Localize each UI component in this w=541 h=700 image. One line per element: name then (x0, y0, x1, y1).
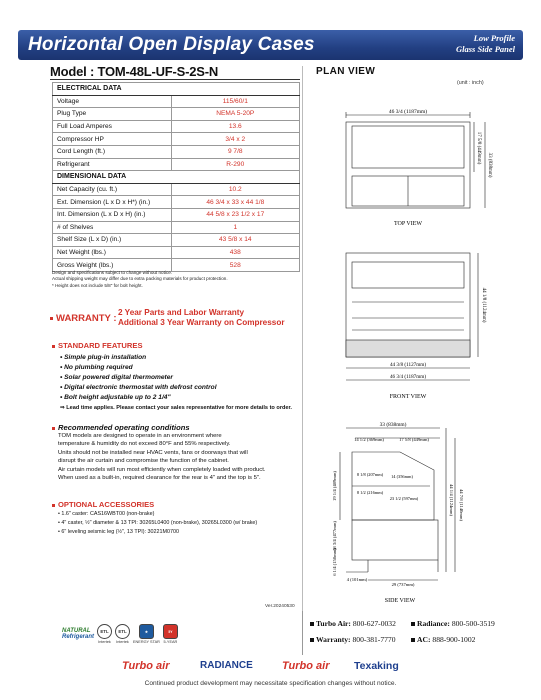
warranty-line2: Additional 3 Year Warranty on Compressor (118, 318, 285, 327)
standard-features-title: STANDARD FEATURES (52, 341, 143, 350)
warranty-label: WARRANTY : (50, 313, 117, 324)
side-h4: 44 1/4 (1124mm) (449, 484, 454, 516)
spec-label: # of Shelves (53, 221, 172, 234)
spec-label: Int. Dimension (L x D x H) (in.) (53, 208, 172, 221)
subtitle-line1: Low Profile (473, 33, 515, 43)
plan-view-title: PLAN VIEW (316, 66, 376, 77)
spec-label: Full Load Amperes (53, 120, 172, 133)
spec-value: 3/4 x 2 (171, 133, 299, 146)
side-h5: 44 7/8 (1140mm) (459, 489, 464, 521)
accessory-item: • 4" caster, ½" diameter & 13 TPI: 30265L0400 (non-brake), 30265L0300 (w/ brake) (58, 519, 258, 526)
spec-label: Ext. Dimension (L x D x H*) (in.) (53, 196, 172, 209)
side-d5: 8 1/2 (216mm) (356, 490, 384, 495)
version-label: Ver.20240530 (265, 604, 295, 609)
spec-label: Net Capacity (cu. ft.) (53, 183, 172, 196)
square-icon (411, 622, 415, 626)
side-d3: 8 1/8 (207mm) (356, 472, 384, 477)
spec-value: 46 3/4 x 33 x 44 1/8 (171, 196, 299, 209)
spec-value: R-290 (171, 158, 299, 171)
side-view-label: SIDE VIEW (384, 598, 416, 604)
recommended-line: TOM models are designed to operate in an environment where (58, 433, 222, 439)
front-outer-width: 46 3/4 (1187mm) (389, 374, 427, 380)
recommended-line: Units should not be installed near HVAC vents, fans or doorways that will (58, 449, 248, 456)
front-view-drawing (346, 253, 478, 380)
spec-label: Compressor HP (53, 133, 172, 146)
spec-label: Gross Weight (lbs.) (53, 259, 172, 272)
top-inner-dim: 17 5/8 (449mm) (476, 131, 481, 165)
etl-icon: ETL (115, 624, 130, 639)
top-view-drawing (346, 112, 485, 208)
spec-label: Net Weight (lbs.) (53, 246, 172, 259)
contact-radiance: Radiance: 800-500-3519 (411, 619, 495, 628)
top-depth-dim: 33 (838mm) (487, 152, 492, 178)
spec-value: NEMA 5-20P (171, 108, 299, 121)
side-h2: 18 3/4 (477mm) (332, 521, 337, 551)
natural-refrigerant-badge: NATURAL Refrigerant (62, 627, 95, 640)
note-line: Actual shipping weight may differ due to extra packing materials for product protection. (52, 276, 228, 282)
spec-value: 9 7/8 (171, 145, 299, 158)
side-h3: 6 1/4 (158mm) (332, 548, 337, 576)
accessory-item: • 6" leveling seismic leg (½", 13 TPI): 30221M0700 (58, 528, 179, 535)
square-icon (411, 638, 415, 642)
front-view-label: FRONT VIEW (389, 394, 427, 400)
lead-time-note: ⇒ Lead time applies. Please contact your sales representative for more details to order. (60, 405, 292, 411)
contact-divider (302, 611, 303, 655)
front-inner-width: 44 3/8 (1127mm) (389, 362, 427, 368)
spec-label: Voltage (53, 95, 172, 108)
etl-icon: ETL (97, 624, 112, 639)
square-icon (310, 638, 314, 642)
warranty-icon: 5Y (163, 624, 178, 639)
side-b2: 29 (737mm) (391, 582, 415, 587)
contact-turboair: Turbo Air: 800-627-0032 (310, 619, 396, 628)
feature-item: • Simple plug-in installation (60, 354, 147, 361)
spec-label: Refrigerant (53, 158, 172, 171)
feature-item: • No plumbing required (60, 364, 133, 371)
turboair-logo: Turbo air (122, 660, 170, 672)
side-d1: 14 1/2 (369mm) (354, 437, 384, 442)
spec-value: 438 (171, 246, 299, 259)
etl-sanitation-badge: ETL Intertek (97, 624, 112, 644)
contact-ac: AC: 888-900-1002 (411, 635, 475, 644)
note-line: * Height does not include 5/8" for bolt height. (52, 282, 143, 288)
recommended-line: temperature & humidity do not exceed 80°F and 55% respectively. (58, 441, 231, 448)
recommended-title: Recommended operating conditions (52, 423, 190, 432)
spec-label: Plug Type (53, 108, 172, 121)
recommended-line: When used as a built-in, required clearance for the rear is 4" and the top is 5". (58, 475, 261, 482)
recommended-line: disrupt the air curtain and compromise the function of the cabinet. (58, 458, 229, 465)
page-title: Horizontal Open Display Cases (28, 34, 315, 55)
feature-item: • Digital electronic thermostat with defrost control (60, 384, 217, 391)
etl-badge: ETL Intertek (115, 624, 130, 644)
spec-value: 115/60/1 (171, 95, 299, 108)
square-icon (310, 622, 314, 626)
electrical-heading: ELECTRICAL DATA (53, 83, 300, 96)
dimensional-heading: DIMENSIONAL DATA (53, 171, 300, 184)
feature-item: • Bolt height adjustable up to 2 1/4" (60, 394, 171, 401)
side-d2: 17 5/8 (449mm) (399, 437, 429, 442)
energy-star-icon: ★ (139, 624, 154, 639)
side-h1: 19 1/4 (489mm) (332, 471, 337, 501)
side-b1: 4 (101mm) (346, 577, 368, 582)
model-number: Model : TOM-48L-UF-S-2S-N (50, 64, 219, 79)
spec-label: Shelf Size (L x D) (in.) (53, 234, 172, 247)
side-d4: 14 (356mm) (391, 474, 413, 479)
spec-value: 528 (171, 259, 299, 272)
front-height-dim: 44 1/8 (1124mm) (481, 287, 486, 323)
spec-value: 44 5/8 x 23 1/2 x 17 (171, 208, 299, 221)
feature-item: • Solar powered digital thermometer (60, 374, 173, 381)
note-line: Design and specifications subject to change without notice. (52, 270, 173, 275)
accessories-title: OPTIONAL ACCESSORIES (52, 500, 154, 509)
subtitle-line2: Glass Side Panel (455, 44, 515, 54)
footer-disclaimer: Continued product development may necessitate specification changes without notice. (144, 680, 397, 687)
warranty-line1: 2 Year Parts and Labor Warranty (118, 308, 245, 317)
unit-label: (unit : inch) (457, 80, 484, 86)
contact-box (302, 611, 522, 655)
brand-logos (122, 660, 422, 676)
warranty-badge: 5Y 5-YEAR (163, 624, 178, 644)
top-view-label: TOP VIEW (393, 221, 423, 227)
radiance-logo: RADIANCE (200, 660, 253, 671)
spec-value: 1 (171, 221, 299, 234)
energy-star-badge: ★ ENERGY STAR (133, 624, 160, 644)
spec-label: Cord Length (ft.) (53, 145, 172, 158)
top-width-dim: 46 3/4 (1187mm) (388, 109, 428, 115)
turboair-logo-2: Turbo air (282, 660, 330, 672)
accessory-item: • 1.6" caster: CAS16WBT00 (non-brake) (58, 511, 155, 517)
spec-value: 13.6 (171, 120, 299, 133)
side-view-drawing (340, 428, 455, 580)
spec-value: 43 5/8 x 14 (171, 234, 299, 247)
side-top-dim: 33 (838mm) (379, 422, 407, 428)
side-d6: 23 1/2 (597mm) (389, 496, 419, 501)
texaking-logo: Texaking (354, 660, 399, 672)
contact-warranty: Warranty: 800-381-7770 (310, 635, 396, 644)
spec-value: 10.2 (171, 183, 299, 196)
recommended-line: Air curtain models will run most efficiently when completely loaded with product. (58, 466, 266, 473)
